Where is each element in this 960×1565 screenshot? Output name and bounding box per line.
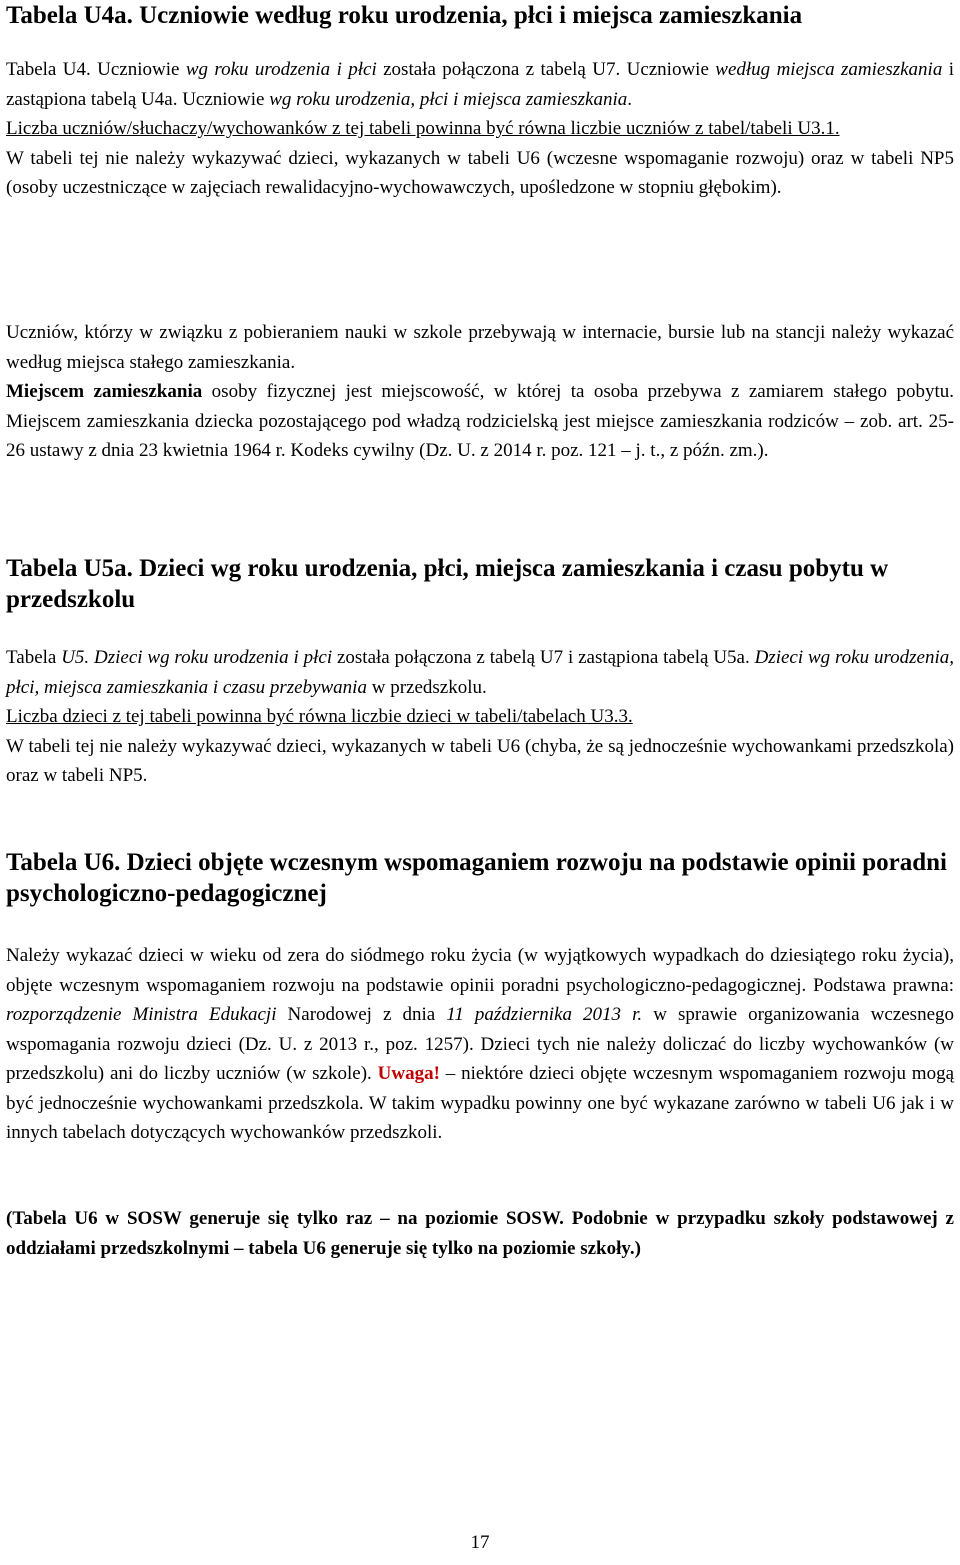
underlined-requirement: Liczba uczniów/słuchaczy/wychowanków z tej tabeli powinna być równa liczbie uczniów z tabel/tabeli U3.1. [6, 118, 840, 139]
text-run: . [627, 88, 632, 110]
paragraph-u4a-intro [6, 55, 954, 203]
italic-text: rozporządzenie Ministra Edukacji [6, 1004, 277, 1025]
text-run: i zastąpiona tabelą U4a. Uczniowie [6, 59, 954, 110]
italic-text: wg roku urodzenia i płci [185, 59, 377, 80]
text-run: Tabela [6, 647, 62, 668]
paragraph-u4a-residence [6, 377, 954, 466]
paragraph-u6 [6, 941, 954, 1148]
text-run: została połączona z tabelą U7. Uczniowie [376, 59, 716, 80]
paragraph-u6-note: (Tabela U6 w SOSW generuje się tylko raz – na poziomie SOSW. Podobnie w przypadku szkoły podstawowej z oddziałami przedszkolnymi – tabela U6 generuje się tylko na poziomie szkoły.) [6, 1208, 954, 1259]
italic-text: Dzieci wg roku urodzenia, płci, miejsca zamieszkania i czasu przebywania [6, 647, 954, 698]
italic-text: wg roku urodzenia, płci i miejsca zamieszkania [269, 88, 628, 110]
text-run: Narodowej z dnia [276, 1004, 447, 1025]
text-run: osoby fizycznej jest miejscowość, w której ta osoba przebywa z zamiarem stałego pobytu. Miejscem zamieszkania dziecka pozostającego pod władzą rodzicielską jest miejsce zamieszkania rodziców – zob. art. 25-26 ustawy z dnia 23 kwietnia 1964 r. Kodeks cywilny (Dz. U. z 2014 r. poz. 121 – j. t., z późn. zm.). [6, 381, 954, 461]
italic-text: U5. Dzieci wg roku urodzenia i płci [61, 647, 333, 668]
text-run: została połączona z tabelą U7 i zastąpiona tabelą U5a. [332, 647, 755, 668]
text-run: – niektóre dzieci objęte wczesnym wspomaganiem rozwoju mogą być jednocześnie wychowankami przedszkola. W takim wypadku powinny one być wykazane zarówno w tabeli U6 jak i w innych tabelach dotyczących wychowanków przedszkoli. [6, 1063, 955, 1143]
section-heading-u4a: Tabela U4a. Uczniowie według roku urodzenia, płci i miejsca zamieszkania [6, 2, 803, 29]
bold-term: Miejscem zamieszkania [6, 381, 203, 402]
page-number: 17 [470, 1532, 490, 1553]
italic-text: według miejsca zamieszkania [715, 59, 943, 80]
text-run: W tabeli tej nie należy wykazywać dzieci, wykazanych w tabeli U6 (chyba, że są jednocześnie wychowankami przedszkola) oraz w tabeli NP5. [6, 735, 954, 786]
warning-label: Uwaga! [377, 1063, 440, 1084]
section-heading-u6: Tabela U6. Dzieci objęte wczesnym wspomaganiem rozwoju na podstawie opinii poradni psychologiczno-pedagogicznej [6, 849, 947, 907]
text-run: W tabeli tej nie należy wykazywać dzieci, wykazanych w tabeli U6 (wczesne wspomaganie rozwoju) oraz w tabeli NP5 (osoby uczestniczące w zajęciach rewalidacyjno-wychowawczych, upośledzone w stopniu głębokim). [6, 147, 954, 198]
underlined-requirement: Liczba dzieci z tej tabeli powinna być równa liczbie dzieci w tabeli/tabelach U3.3. [6, 706, 633, 727]
text-run: Należy wykazać dzieci w wieku od zera do siódmego roku życia (w wyjątkowych wypadkach do dziesiątego roku życia), objęte wczesnym wspomaganiem rozwoju na podstawie opinii poradni psychologiczno-pedagogicznej. Podstawa prawna: [6, 945, 954, 996]
text-run: w sprawie organizowania wczesnego wspomagania rozwoju dzieci (Dz. U. z 2013 r., poz. 1257). Dzieci tych nie należy doliczać do liczby wychowanków (w przedszkolu) ani do liczby uczniów (w szkole). [6, 1004, 955, 1084]
section-heading-u5a: Tabela U5a. Dzieci wg roku urodzenia, płci, miejsca zamieszkania i czasu pobytu w przedszkolu [6, 555, 889, 613]
paragraph-u4a-internat: Uczniów, którzy w związku z pobieraniem nauki w szkole przebywają w internacie, bursie lub na stancji należy wykazać według miejsca stałego zamieszkania. [6, 322, 954, 373]
paragraph-u5a [6, 643, 954, 791]
text-run: w przedszkolu. [366, 676, 487, 698]
italic-text: 11 października 2013 r. [446, 1004, 643, 1025]
text-run: Tabela U4. Uczniowie [6, 59, 186, 80]
